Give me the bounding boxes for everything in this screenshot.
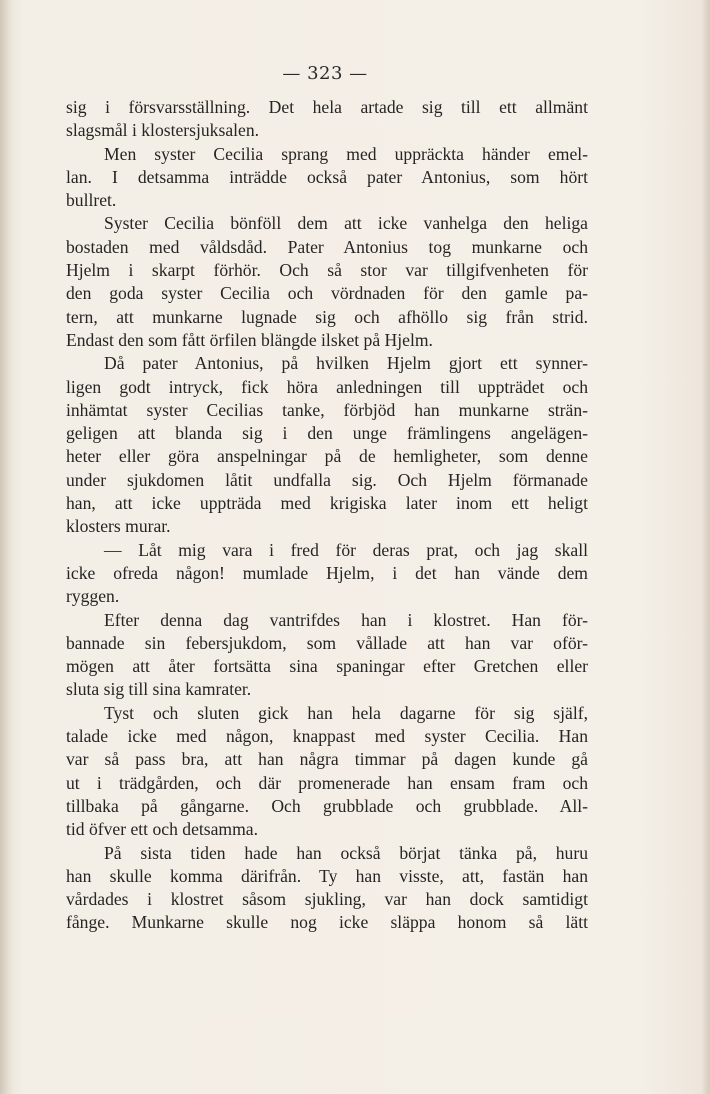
text-line: han skulle komma därifrån. Ty han visste, att, fastän han bbox=[66, 865, 588, 886]
text-line: tern, att munkarne lugnade sig och afhöllo sig från strid. bbox=[66, 306, 588, 327]
text-line: Endast den som fått örfilen blängde ilsket på Hjelm. bbox=[66, 329, 433, 350]
text-line: ligen godt intryck, fick höra anledningen till uppträdet och bbox=[66, 376, 588, 397]
page-right-edge-shadow bbox=[702, 0, 710, 1094]
text-line: han, att icke uppträda med krigiska later inom ett heligt bbox=[66, 493, 588, 514]
text-line: — Låt mig vara i fred för deras prat, och jag skall bbox=[104, 539, 588, 560]
text-line: bullret. bbox=[66, 190, 117, 211]
text-line: under sjukdomen låtit undfalla sig. Och Hjelm förmanade bbox=[66, 469, 588, 490]
text-line: ut i trädgården, och där promenerade han ensam fram och bbox=[66, 772, 588, 793]
text-line: På sista tiden hade han också börjat tänka på, huru bbox=[104, 842, 588, 863]
text-line: Syster Cecilia bönföll dem att icke vanhelga den heliga bbox=[104, 213, 588, 234]
text-line: sig i försvarsställning. Det hela artade sig till ett allmänt bbox=[66, 97, 588, 117]
text-line: Tyst och sluten gick han hela dagarne för sig själf, bbox=[104, 702, 588, 723]
text-line: tid öfver ett och detsamma. bbox=[66, 819, 259, 840]
text-line: fånge. Munkarne skulle nog icke släppa honom så lätt bbox=[66, 912, 588, 933]
body-text bbox=[66, 96, 588, 935]
text-line: Hjelm i skarpt förhör. Och så stor var tillgifvenheten för bbox=[66, 260, 588, 281]
text-line: Efter denna dag vantrifdes han i klostret. Han för- bbox=[104, 609, 588, 630]
text-line: den goda syster Cecilia och vördnaden för den gamle pa- bbox=[66, 283, 588, 304]
text-line: var så pass bra, att han några timmar på dagen kunde gå bbox=[66, 749, 588, 770]
text-line: bannade sin febersjukdom, som vållade att han var oför- bbox=[66, 632, 588, 653]
page-left-edge-shadow bbox=[0, 0, 14, 1094]
text-line: talade icke med någon, knappast med syster Cecilia. Han bbox=[66, 726, 588, 747]
text-line: sluta sig till sina kamrater. bbox=[66, 679, 252, 700]
page-number: — 323 — bbox=[282, 63, 368, 84]
text-line: tillbaka på gångarne. Och grubblade och grubblade. All- bbox=[66, 795, 588, 816]
text-line: klosters murar. bbox=[66, 516, 171, 537]
text-line: Men syster Cecilia sprang med uppräckta händer emel- bbox=[104, 143, 588, 164]
text-line: geligen att blanda sig i den unge främlingens angelägen- bbox=[66, 423, 588, 444]
text-line: heter eller göra anspelningar på de hemligheter, som denne bbox=[66, 446, 588, 467]
text-line: ryggen. bbox=[66, 586, 120, 607]
text-line: mögen att åter fortsätta sina spaningar efter Gretchen eller bbox=[66, 656, 588, 677]
text-line: vårdades i klostret såsom sjukling, var han dock samtidigt bbox=[66, 889, 588, 910]
text-line: slagsmål i klostersjuksalen. bbox=[66, 120, 260, 141]
text-line: inhämtat syster Cecilias tanke, förbjöd han munkarne strän- bbox=[66, 399, 588, 420]
text-line: lan. I detsamma inträdde också pater Antonius, som hört bbox=[66, 166, 588, 187]
text-line: bostaden med våldsdåd. Pater Antonius tog munkarne och bbox=[66, 236, 588, 257]
text-line: Då pater Antonius, på hvilken Hjelm gjort ett synner- bbox=[104, 353, 588, 374]
text-line: icke ofreda någon! mumlade Hjelm, i det han vände dem bbox=[66, 562, 588, 583]
